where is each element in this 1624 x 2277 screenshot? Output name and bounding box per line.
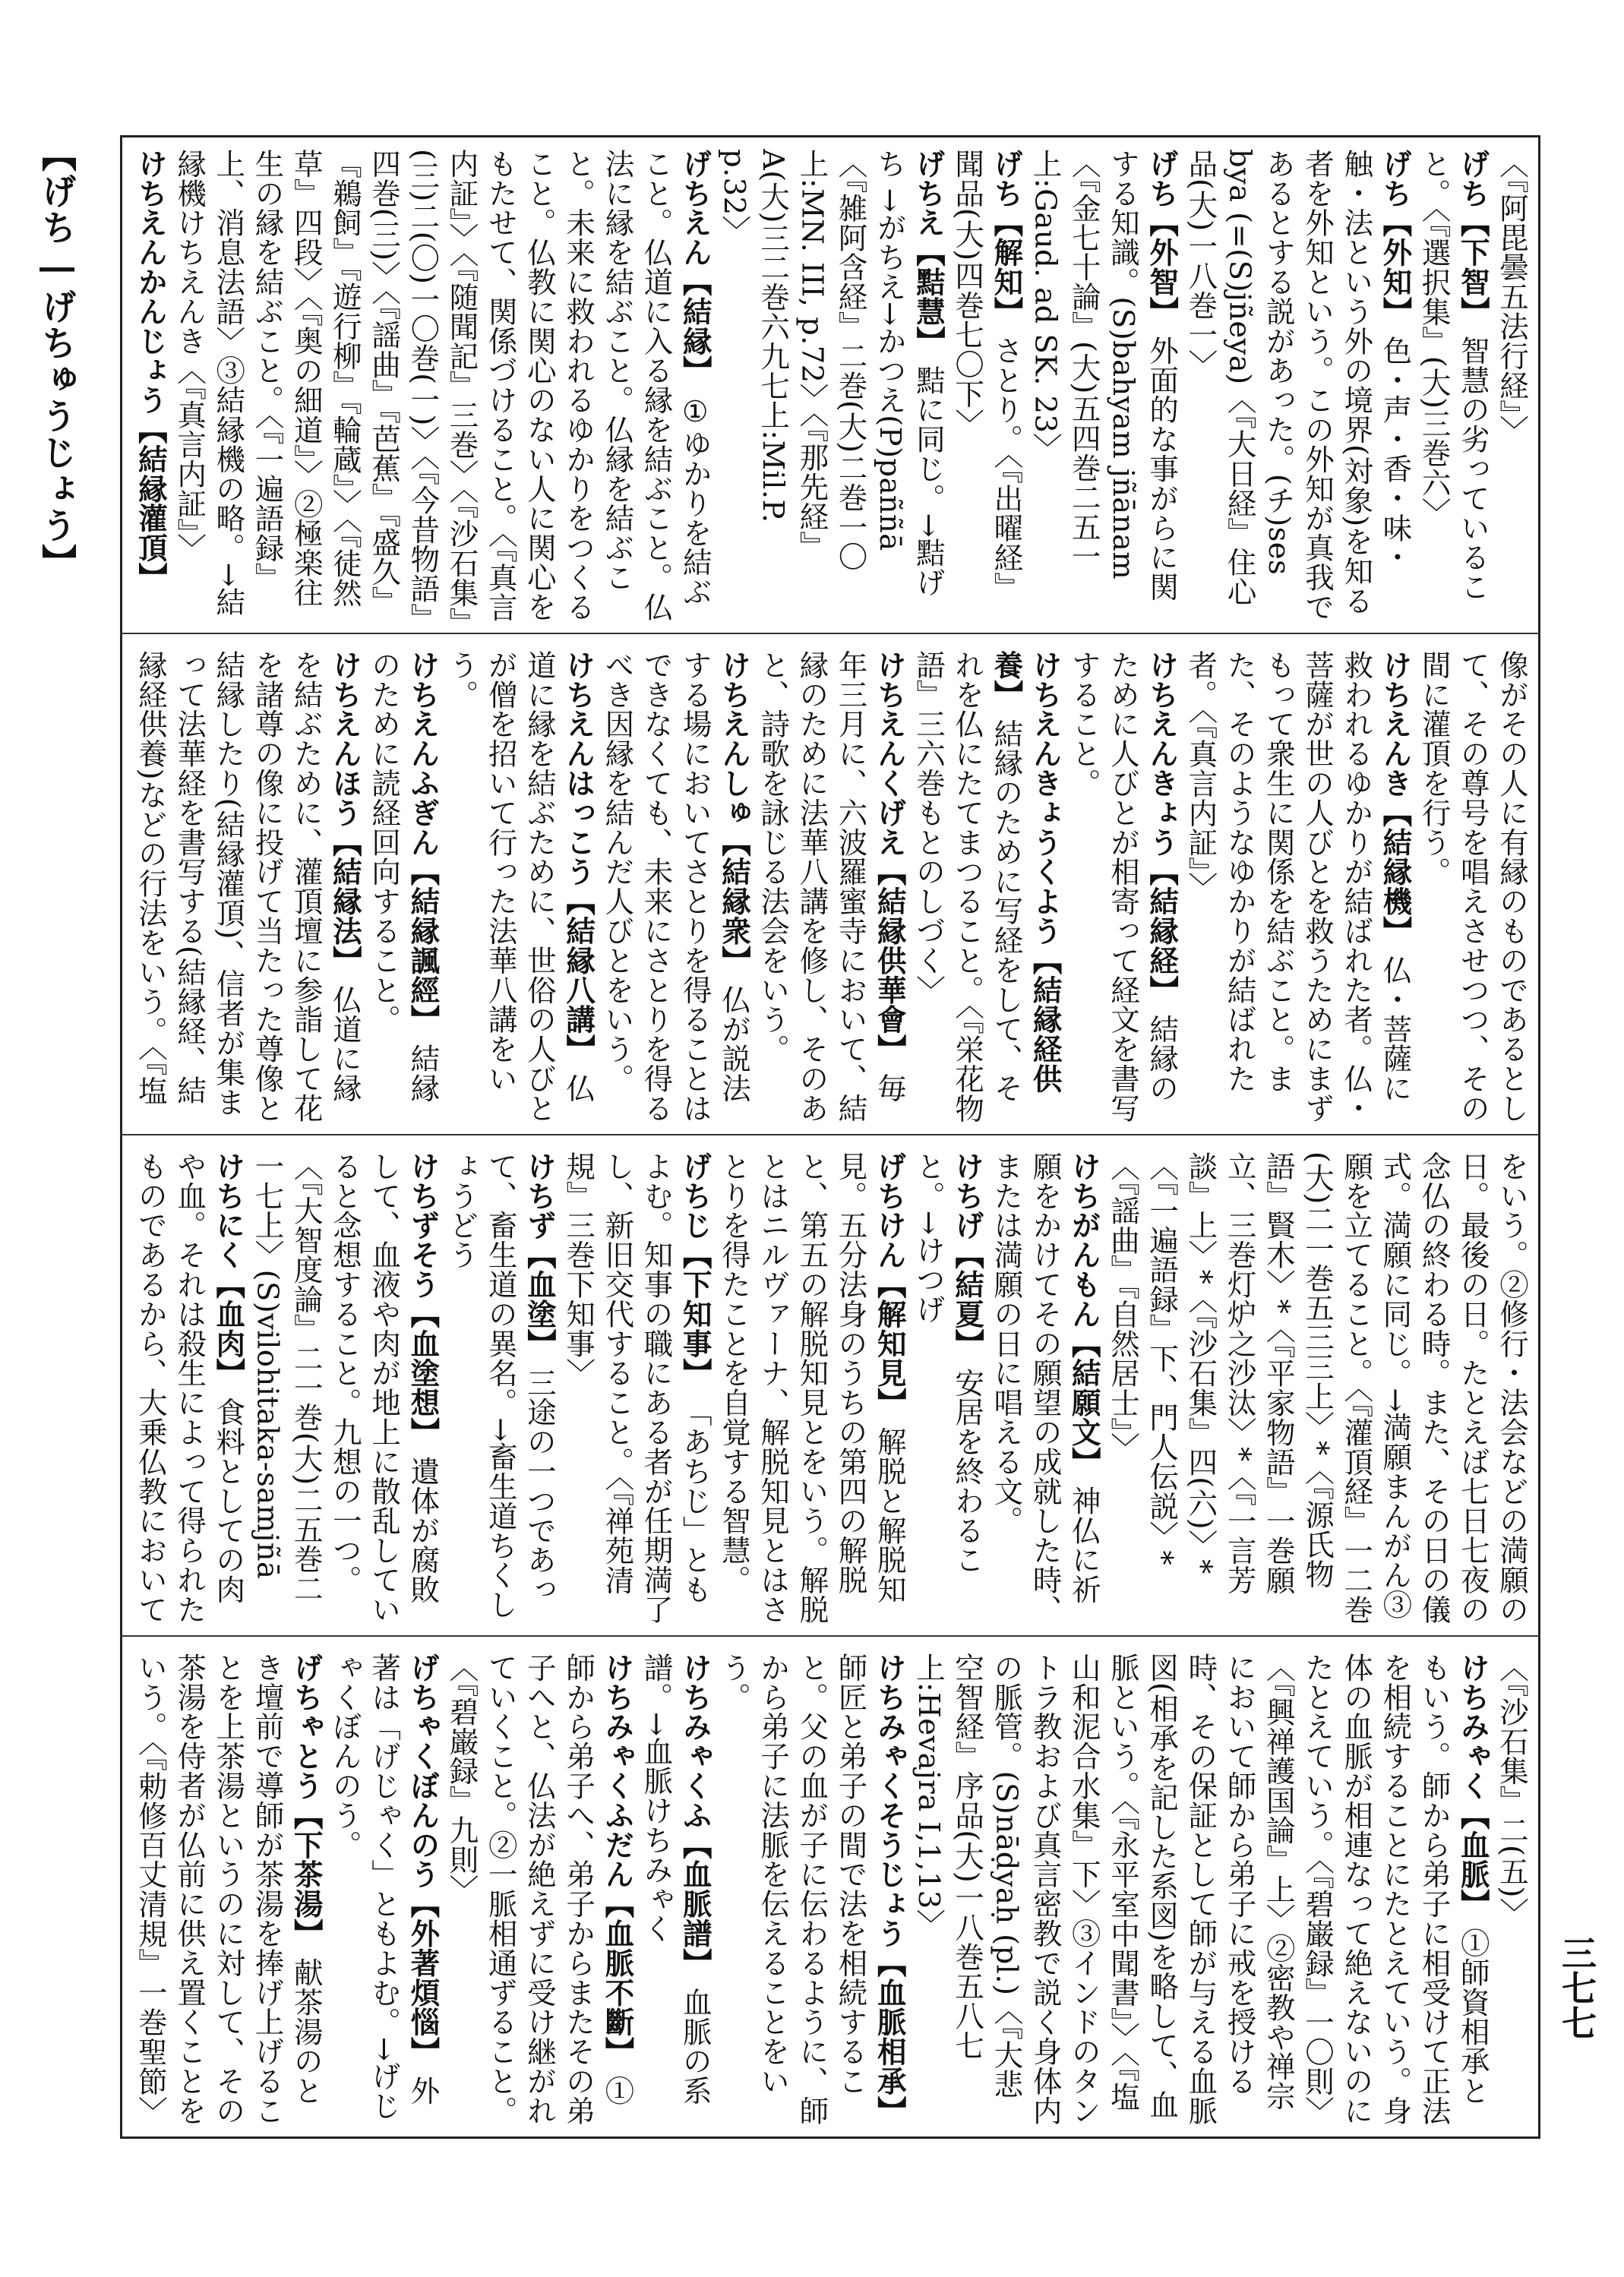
entry-definition: 毎年三月に、六波羅蜜寺において、結縁のために法華八講を修し、そのあと、詩歌を詠じる法会をいう。 xyxy=(756,650,907,1123)
tier-3 xyxy=(129,1151,1531,1625)
entry-definition: 〈『沙石集』二(五)〉 xyxy=(1495,1653,1529,1928)
entry-headword: げち【解知】 xyxy=(989,149,1024,327)
entry-headword: けちえんふぎん【結縁諷經】 xyxy=(406,650,441,1034)
entry-definition: 仏道に縁を結ぶために、世俗の人びとが僧を招いて行った法華八講をいう。 xyxy=(444,650,596,1123)
entry-definition: 仏・菩薩に救われるゆかりが結ばれた者。仏・菩薩が世の人びとを救うためにまずもって衆生に関係を結ぶこと。また、そのようなゆかりが結ばれた者。〈『真言内証』〉 xyxy=(1183,650,1413,1123)
entry-definition: 献茶湯のとき壇前で導師が茶湯を捧げ上げることを上茶湯というのに対して、その茶湯を侍者が仏前に供え置くことをいう。〈『勅修百丈清規』一巻聖節〉 xyxy=(133,1653,324,2126)
dictionary-entry xyxy=(1495,149,1529,444)
running-head: 【げち―げちゅうじょう】 xyxy=(36,137,77,580)
entry-headword: けちがんもん【結願文】 xyxy=(1066,1151,1101,1476)
entry-headword: けちえんしゅ【結縁衆】 xyxy=(716,650,751,975)
dictionary-entry xyxy=(756,650,907,1123)
entry-definition: 仏道に縁を結ぶために、灌頂壇に参詣して花を諸尊の像に投げて当たった尊像と結縁したり(結縁灌頂)、信者が集まって法華経を書写する(結縁経、結縁経供養)などの行法をいう。〈『塩 xyxy=(133,650,362,1123)
entry-definition: ①師資相承ともいう。師から弟子に相受けて正法を相続することにたとえていう。身体の血脈が相連なって絶えないのにたとえていう。〈『碧巌録』一〇則〉〈『興禅護国論』上〉②密教や禅宗において師から弟子に戒を授ける時、その保証として師が与える血脈図(相承を記した系図)を略して、血脈という。〈『永平室中聞書』〉〈『塩山和泥合水集』下〉③インドのタントラ教および真言密教で説く身体内の脈管。(S)nāḍyaḥ (pl.)〈『大悲空智経』序品(大)一八巻五八七上:Hevajra I,1,13〉 xyxy=(911,1653,1490,2126)
entry-headword: けちみゃくふだん【血脈不斷】 xyxy=(600,1653,635,2067)
dictionary-entry xyxy=(134,1653,324,2126)
entry-definition: 師匠と弟子の間で法を相続すること。父の血が子に伝わるように、師から弟子に法脈を伝えることをいう。 xyxy=(716,1653,868,2126)
tier-divider xyxy=(120,1635,1540,1637)
dictionary-entry xyxy=(367,650,440,1103)
tier-divider xyxy=(120,633,1540,634)
tier-4 xyxy=(129,1653,1531,2127)
entry-definition: 色・声・香・味・触・法という外の境界(対象)を知る者を外知という。この外知が真我であるとする説があった。(チ)ses bya (=(S)jñeya)〈『大日経』住心品(大)一八巻一〉 xyxy=(1183,149,1413,622)
entry-definition: 像がその人に有縁のものであるとして、その尊号を唱えさせつつ、その間に灌頂を行う。 xyxy=(1417,650,1529,1123)
entry-definition: 結縁のために人びとが相寄って経文を書写すること。 xyxy=(1066,650,1180,1123)
entry-definition: 神仏に祈願をかけてその願望の成就した時、または満願の日に唱える文。 xyxy=(989,1151,1101,1625)
entry-headword: げち【外智】 xyxy=(1145,149,1180,327)
dictionary-entry xyxy=(129,149,168,621)
dictionary-entry xyxy=(445,650,596,1123)
entry-definition: 結縁のために写経をして、それを仏にたてまつること。〈『栄花物語』三六巻もとのしづく〉 xyxy=(911,650,1024,1123)
dictionary-entry xyxy=(1417,149,1490,602)
entry-definition: ①ゆかりを結ぶこと。仏道に入る縁を結ぶこと。仏法に縁を結ぶこと。仏縁を結ぶこと。未来に救われるゆかりをつくること。仏教に関心のない人に関心をもたせて、関係づけること。〈『真言内証』〉〈『随聞記』三巻〉〈『沙石集』(三)二(〇)一〇巻(一)〉〈『今昔物語』四巻(三)〉〈『謡曲』『芭蕉』『盛久』『鵜飼』『遊行柳』『輪蔵』〉〈『徒然草』四段〉〈『奥の細道』〉②極楽往生の縁を結ぶこと。〈『一遍語録』上、消息法語〉③結縁機の略。→結縁機けちえんき〈『真言内証』〉 xyxy=(172,149,712,623)
dictionary-entry xyxy=(445,1151,557,1619)
dictionary-entry xyxy=(640,1653,712,2105)
entry-headword: けちみゃくふ【血脈譜】 xyxy=(678,1653,712,1978)
entry-definition: 安居を終わること。→けつげ xyxy=(911,1151,985,1575)
tier-1 xyxy=(129,149,1531,623)
entry-definition: 三途の一つであって、畜生道の異名。→畜生道ちくしょうどう xyxy=(444,1151,557,1620)
entry-headword: けちにく【血肉】 xyxy=(211,1151,246,1388)
entry-definition: 「あちじ」ともよむ。知事の職にある者が任期満了し、新旧交代すること。〈『禅苑清規』三巻下知事〉 xyxy=(561,1151,712,1625)
dictionary-entry xyxy=(600,650,751,1123)
entry-headword: げち【外知】 xyxy=(1378,149,1413,327)
entry-headword: けちみゃく【血脈】 xyxy=(1455,1653,1490,1919)
entry-headword: げち【下智】 xyxy=(1455,149,1490,327)
entry-definition: 外面的な事がらに関する知識。(S)bahyam jñānam〈『金七十論』(大)五四巻二五一上:Gaud. ad SK. 23〉 xyxy=(1028,149,1180,602)
dictionary-entry xyxy=(912,1653,1490,2126)
entry-headword: けちえんほう【結縁法】 xyxy=(327,650,362,975)
dictionary-entry xyxy=(172,149,712,623)
dictionary-entry xyxy=(1183,149,1412,621)
entry-headword: けちえんきょうくよう【結縁経供養】 xyxy=(989,650,1063,1094)
dictionary-entry xyxy=(129,650,362,1123)
entry-definition: 仏が説法する場においてさとりを得ることはできなくても、未来にさとりを得るべき因縁を結んだ人びとをいう。 xyxy=(600,650,751,1123)
tier-divider xyxy=(120,1134,1540,1135)
dictionary-entry xyxy=(1067,650,1179,1123)
dictionary-entry xyxy=(989,1151,1101,1624)
entry-headword: げちゃくぼんのう【外著煩惱】 xyxy=(406,1653,441,2067)
entry-definition: 智慧の劣っていること。〈『選択集』(大)三巻六〉 xyxy=(1417,149,1490,602)
entry-headword: けちえんくげえ【結縁供華會】 xyxy=(872,650,907,1064)
entry-headword: げちけん【解知見】 xyxy=(872,1151,907,1418)
page-number: 三七七 xyxy=(1556,1935,1597,2040)
entry-headword: けちずそう【血塗想】 xyxy=(406,1151,441,1447)
entry-headword: けちえんはっこう【結縁八講】 xyxy=(561,650,596,1064)
entry-headword: けちげ【結夏】 xyxy=(950,1151,985,1359)
entry-headword: けちみゃくそうじょう【血脈相承】 xyxy=(872,1653,907,2126)
entry-headword: げちゃとう【下茶湯】 xyxy=(289,1653,324,1948)
dictionary-entry xyxy=(717,1653,907,2125)
dictionary-entry xyxy=(717,1151,907,1624)
entry-definition: 解脱と解脱知見。五分法身のうちの第四の解脱と、第五の解脱知見とをいう。解脱とはニルヴァーナ、解脱知見とはさとりを得たことを自覚する智慧。 xyxy=(716,1151,907,1625)
entry-definition: ①師から弟子へ、弟子からまたその弟子へと、仏法が絶えずに受け継がれていくこと。②一脈相通ずること。〈『碧巌録』九則〉 xyxy=(444,1653,635,2126)
entry-headword: けちえんきょう【結縁経】 xyxy=(1145,650,1180,1005)
entry-definition: 〈『阿毘曇五法行経』〉 xyxy=(1495,149,1529,445)
dictionary-entry xyxy=(251,1151,441,1624)
dictionary-entry xyxy=(445,1653,635,2125)
entry-headword: げちえん【結縁】 xyxy=(678,149,712,386)
entry-headword: げちえ【黠慧】 xyxy=(911,149,946,356)
entry-headword: けちえんき【結縁機】 xyxy=(1378,650,1413,946)
entry-definition: 遺体が腐敗して、血液や肉が地上に散乱していると念想すること。九想の一つ。〈『大智度論』二一巻(大)二五巻二一七上〉(S)vilohitaka-samjñā xyxy=(250,1151,441,1625)
entry-definition: 外著は「げじゃく」ともよむ。→げじゃくぼんのう。 xyxy=(327,1653,441,2121)
entry-headword: けちず【血塗】 xyxy=(522,1151,557,1359)
dictionary-entry xyxy=(1417,650,1529,1123)
tier-2 xyxy=(129,650,1531,1124)
dictionary-entry xyxy=(1495,1653,1529,1928)
dictionary-entry xyxy=(1183,650,1412,1123)
entry-definition: さとり。〈『出曜経』聞品(大)四巻七〇下〉 xyxy=(950,149,1024,602)
dictionary-entry xyxy=(717,149,946,597)
entry-headword: けちえんかんじょう【結縁灌頂】 xyxy=(133,149,168,592)
entry-definition: 黠に同じ。→黠げち →がちえ→かつえ(P)paññā〈『雑阿含経』二巻(大)二巻一〇上:MN. III, p.72〉〈『那先経』A(大)三二巻六九七上:Mil.P. p.32〉 xyxy=(716,149,946,597)
entry-definition: 食料としての肉や血。それは殺生によって得られたものであるから、大乗仏教において xyxy=(133,1151,246,1625)
dictionary-entry xyxy=(912,650,1063,1123)
entry-headword: げちじ【下知事】 xyxy=(678,1151,712,1388)
entry-definition: 結縁のために読経回向すること。 xyxy=(367,650,441,1104)
dictionary-entry xyxy=(561,1151,712,1624)
dictionary-entry xyxy=(950,149,1023,602)
dictionary-entry xyxy=(1028,149,1180,602)
dictionary-entry xyxy=(1106,1151,1529,1625)
dictionary-entry xyxy=(129,1151,245,1624)
entry-definition: 血脈の系譜。→血脈けちみゃく xyxy=(639,1653,712,2106)
entry-definition: をいう。②修行・法会などの満願の日。最後の日。たとえば七日七夜の念仏の終わる時。また、その日の儀式。満願に同じ。→満願まんがん③願を立てること。〈『灌頂経』一二巻(大)二一巻五三三上〉*〈『源氏物語』賢木〉*〈『平家物語』一巻願立、三巻灯炉之沙汰〉*〈『一言芳談』上〉*〈『沙石集』四(六)〉*〈『一遍語録』下、門人伝説〉*〈『謡曲』『自然居士』〉 xyxy=(1105,1151,1529,1625)
dictionary-entry xyxy=(328,1653,440,2121)
dictionary-entry xyxy=(912,1151,984,1574)
